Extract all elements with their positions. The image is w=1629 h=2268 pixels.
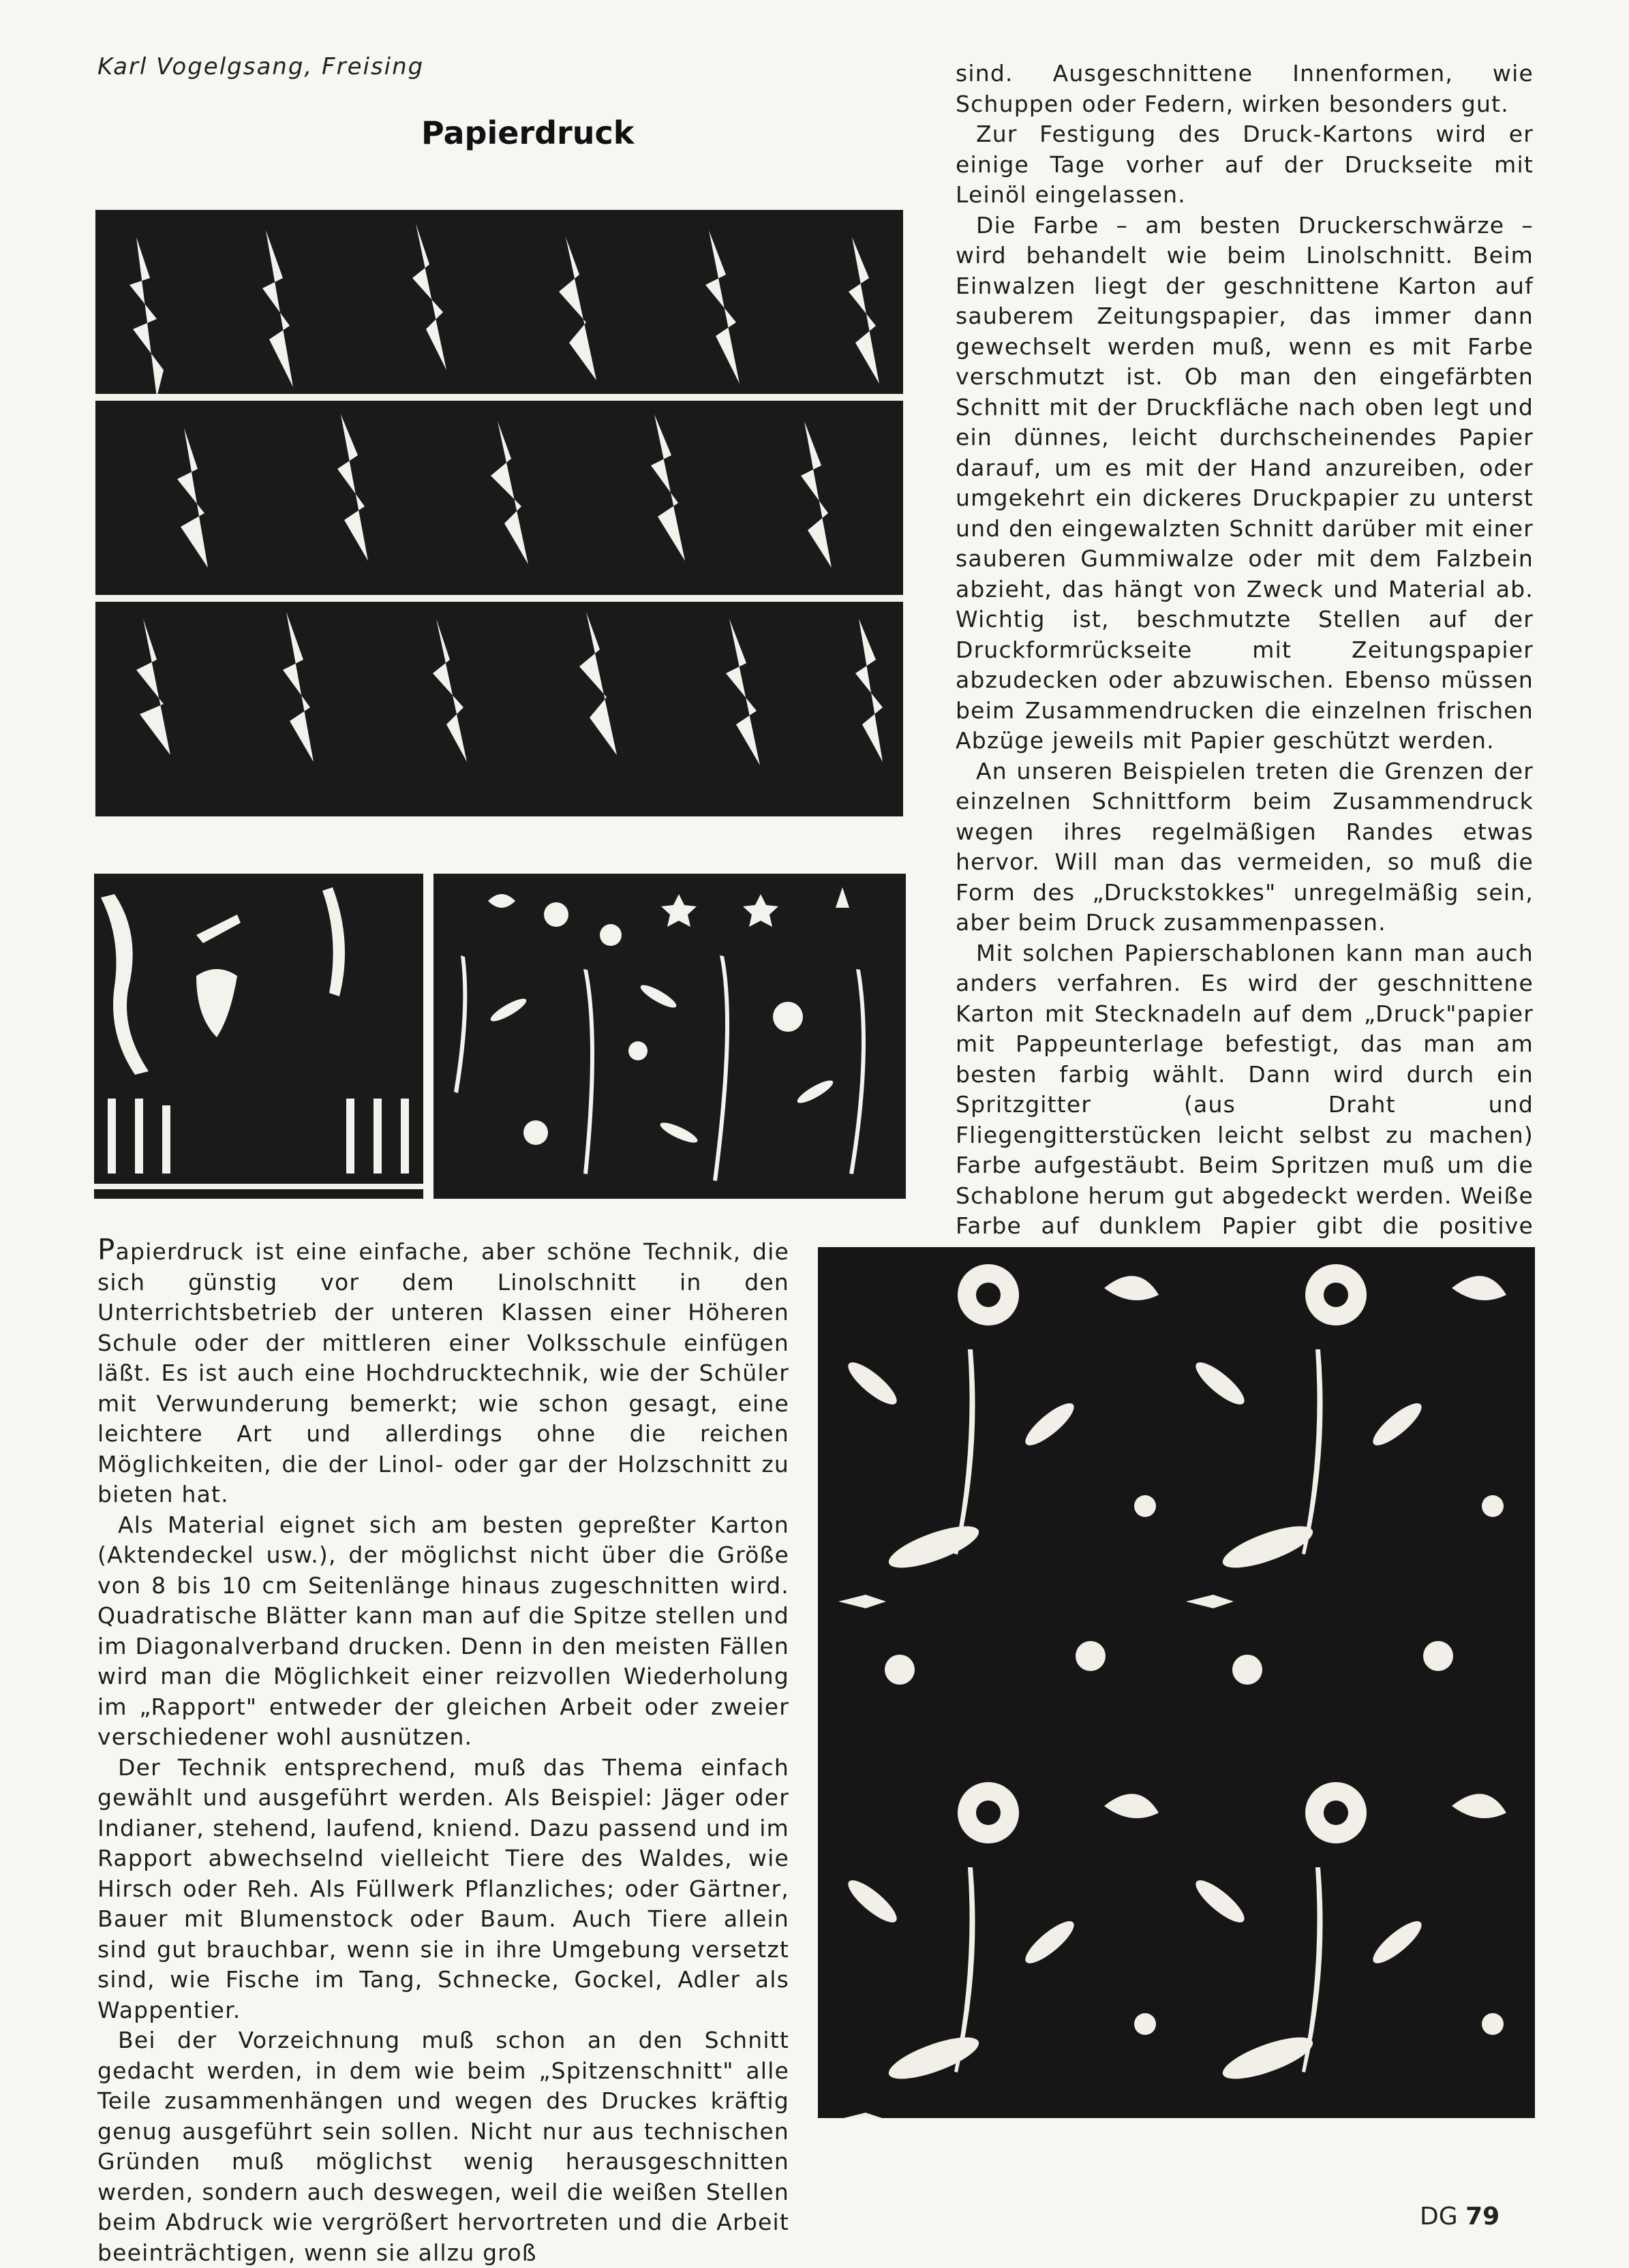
right-text-column <box>956 59 1534 1272</box>
figure-gardener <box>94 874 423 1199</box>
journal-abbrev: DG <box>1420 2203 1458 2231</box>
figure-hunters-deer <box>95 210 903 816</box>
figure-flowers <box>433 874 906 1199</box>
paragraph: Zur Festigung des Druck-Kartons wird er einige Tage vorher auf der Druckseite mit Leinöl eingelassen. <box>956 121 1534 208</box>
flowers-print <box>433 874 906 1199</box>
figure-floral-pattern <box>818 1247 1535 2118</box>
drop-cap: P <box>97 1233 116 1266</box>
page-number <box>1420 2203 1499 2231</box>
gardener-print <box>94 874 423 1199</box>
hunters-deer-print <box>95 210 903 816</box>
paragraph <box>97 1235 789 1510</box>
floral-pattern-print <box>818 1247 1535 2118</box>
paragraph: Bei der Vorzeichnung muß schon an den Schnitt gedacht werden, in dem wie beim „Spitzenschnitt" alle Teile zusammenhängen und wegen des Druckes kräftig genug ausgeführt sein sollen. Nicht nur aus technischen Gründen muß möglichst wenig herausgeschnitten werden, sondern auch deswegen, weil die weißen Stellen beim Abdruck wie vergrößert hervortreten und die Arbeit beeinträchtigen, wenn sie allzu groß <box>97 2027 789 2266</box>
paragraph: Als Material eignet sich am besten gepreßter Karton (Aktendeckel usw.), der möglichst nicht über die Größe von 8 bis 10 cm Seitenlänge hinaus zugeschnitten wird. Quadratische Blätter kann man auf die Spitze stellen und im Diagonalverband drucken. Denn in den meisten Fällen wird man die Möglichkeit einer reizvollen Wiederholung im „Rapport" entweder der gleichen Arbeit oder zweier verschiedener wohl ausnützen. <box>97 1511 789 1750</box>
left-text-column <box>97 1235 789 2268</box>
paragraph: sind. Ausgeschnittene Innenformen, wie Schuppen oder Federn, wirken besonders gut. <box>956 60 1534 117</box>
paragraph: Die Farbe – am besten Druckerschwärze – wird behandelt wie beim Linolschnitt. Beim Einwalzen liegt der geschnittene Karton auf sauberem Zeitungspapier, das immer dann gewechselt werden muß, wenn es mit Farbe verschmutzt ist. Ob man den eingefärbten Schnitt mit der Druckfläche nach oben legt und ein dünnes, leicht durchscheinendes Papier darauf, um es mit der Hand anzureiben, oder umgekehrt ein dickeres Druckpapier zu unterst und den eingewalzten Schnitt darüber mit einer sauberen Gummiwalze oder mit dem Falzbein abzieht, das hängt von Zweck und Material ab. Wichtig ist, beschmutzte Stellen auf der Druckformrückseite mit Zeitungspapier abzudecken oder abzuwischen. Ebenso müssen beim Zusammendrucken die einzelnen frischen Abzüge jeweils mit Papier geschützt werden. <box>956 211 1534 754</box>
paragraph: An unseren Beispielen treten die Grenzen der einzelnen Schnittform beim Zusammendruck wegen ihres regelmäßigen Randes etwas hervor. Will man das vermeiden, so muß die Form des „Druckstokkes" unregelmäßig sein, aber beim Druck zusammenpassen. <box>956 757 1534 936</box>
article-title: Papierdruck <box>421 114 635 151</box>
paragraph: Mit solchen Papierschablonen kann man auch anders verfahren. Es wird der geschnittene Karton mit Stecknadeln auf dem „Druck"papier mit Pappeunterlage befestigt, das man am besten farbig wählt. Dann wird durch ein Spritzgitter (aus Draht und Fliegengitterstücken leicht selbst zu machen) Farbe aufgestäubt. Beim Spritzen muß um die Schablone herum gut abgedeckt werden. Weiße Farbe auf dunklem Papier gibt die positive <box>956 939 1534 1239</box>
author-line: Karl Vogelgsang, Freising <box>97 53 425 80</box>
paragraph-text: apierdruck ist eine einfache, aber schöne Technik, die sich günstig vor dem Linolschnitt in den Unterrichtsbetrieb der unteren Klassen einer Höheren Schule oder der mittleren einer Volksschule einfügen läßt. Es ist auch eine Hochdrucktechnik, wie der Schüler mit Verwunderung bemerkt; wie schon gesagt, eine leichtere Art und allerdings ohne die reichen Möglichkeiten, die der Linol- oder gar der Holzschnitt zu bieten hat. <box>97 1238 789 1507</box>
page-number-value: 79 <box>1465 2203 1500 2231</box>
paragraph: Der Technik entsprechend, muß das Thema einfach gewählt und ausgeführt werden. Als Beispiel: Jäger oder Indianer, stehend, laufend, kniend. Dazu passend und im Rapport abwechselnd vielleicht Tiere des Waldes, wie Hirsch oder Reh. Als Füllwerk Pflanzliches; oder Gärtner, Bauer mit Blumenstock oder Baum. Auch Tiere allein sind gut brauchbar, wenn sie in ihre Umgebung versetzt sind, wie Fische im Tang, Schnecke, Gockel, Adler als Wappentier. <box>97 1753 789 2023</box>
